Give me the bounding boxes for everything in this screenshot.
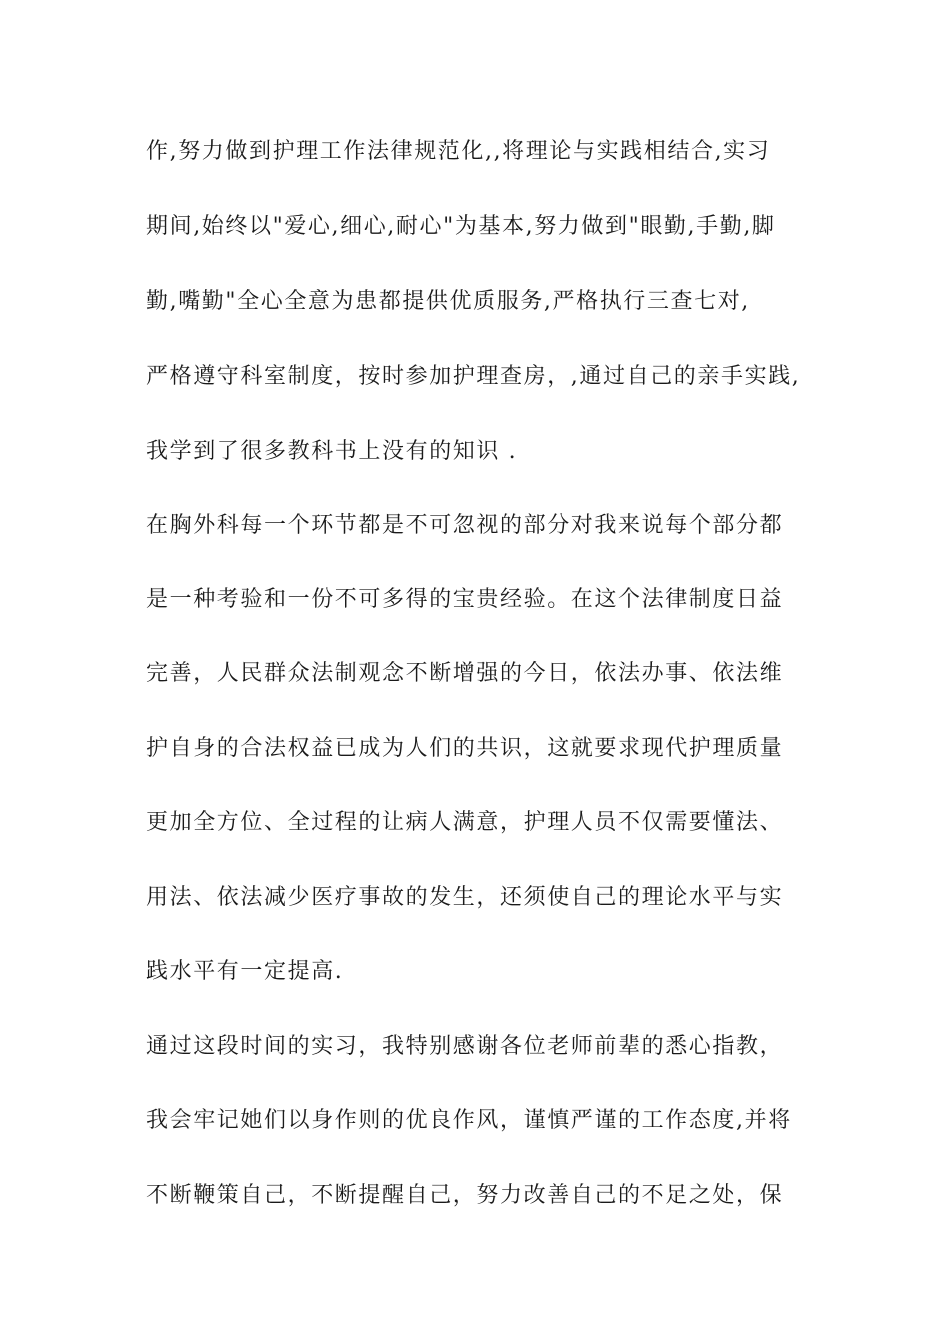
text-line: 作,努力做到护理工作法律规范化,,将理论与实践相结合,实习 bbox=[146, 139, 771, 164]
text-line: 完善，人民群众法制观念不断增强的今日，依法办事、依法维 bbox=[146, 661, 784, 686]
paragraph-start-line: 通过这段时间的实习，我特别感谢各位老师前辈的悉心指教， bbox=[146, 1034, 784, 1059]
text-line: 用法、依法减少医疗事故的发生，还须使自己的理论水平与实 bbox=[146, 885, 784, 910]
text-line: 践水平有一定提高. bbox=[146, 959, 344, 984]
text-line: 严格遵守科室制度，按时参加护理查房，,通过自己的亲手实践, bbox=[146, 364, 801, 389]
text-line: 更加全方位、全过程的让病人满意，护理人员不仅需要懂法、 bbox=[146, 810, 784, 835]
text-line: 护自身的合法权益已成为人们的共识，这就要求现代护理质量 bbox=[146, 736, 784, 761]
text-line: 我会牢记她们以身作则的优良作风，谨慎严谨的工作态度,并将 bbox=[146, 1108, 792, 1133]
text-line: 不断鞭策自己，不断提醒自己，努力改善自己的不足之处，保 bbox=[146, 1183, 784, 1208]
text-line: 勤,嘴勤"全心全意为患都提供优质服务,严格执行三查七对, bbox=[146, 289, 750, 314]
paragraph-start-line: 在胸外科每一个环节都是不可忽视的部分对我来说每个部分都 bbox=[146, 513, 784, 538]
text-line: 是一种考验和一份不可多得的宝贵经验。在这个法律制度日益 bbox=[146, 587, 784, 612]
text-line: 期间,始终以"爱心,细心,耐心"为基本,努力做到"眼勤,手勤,脚 bbox=[146, 214, 776, 239]
text-line: 我学到了很多教科书上没有的知识 . bbox=[146, 439, 518, 464]
